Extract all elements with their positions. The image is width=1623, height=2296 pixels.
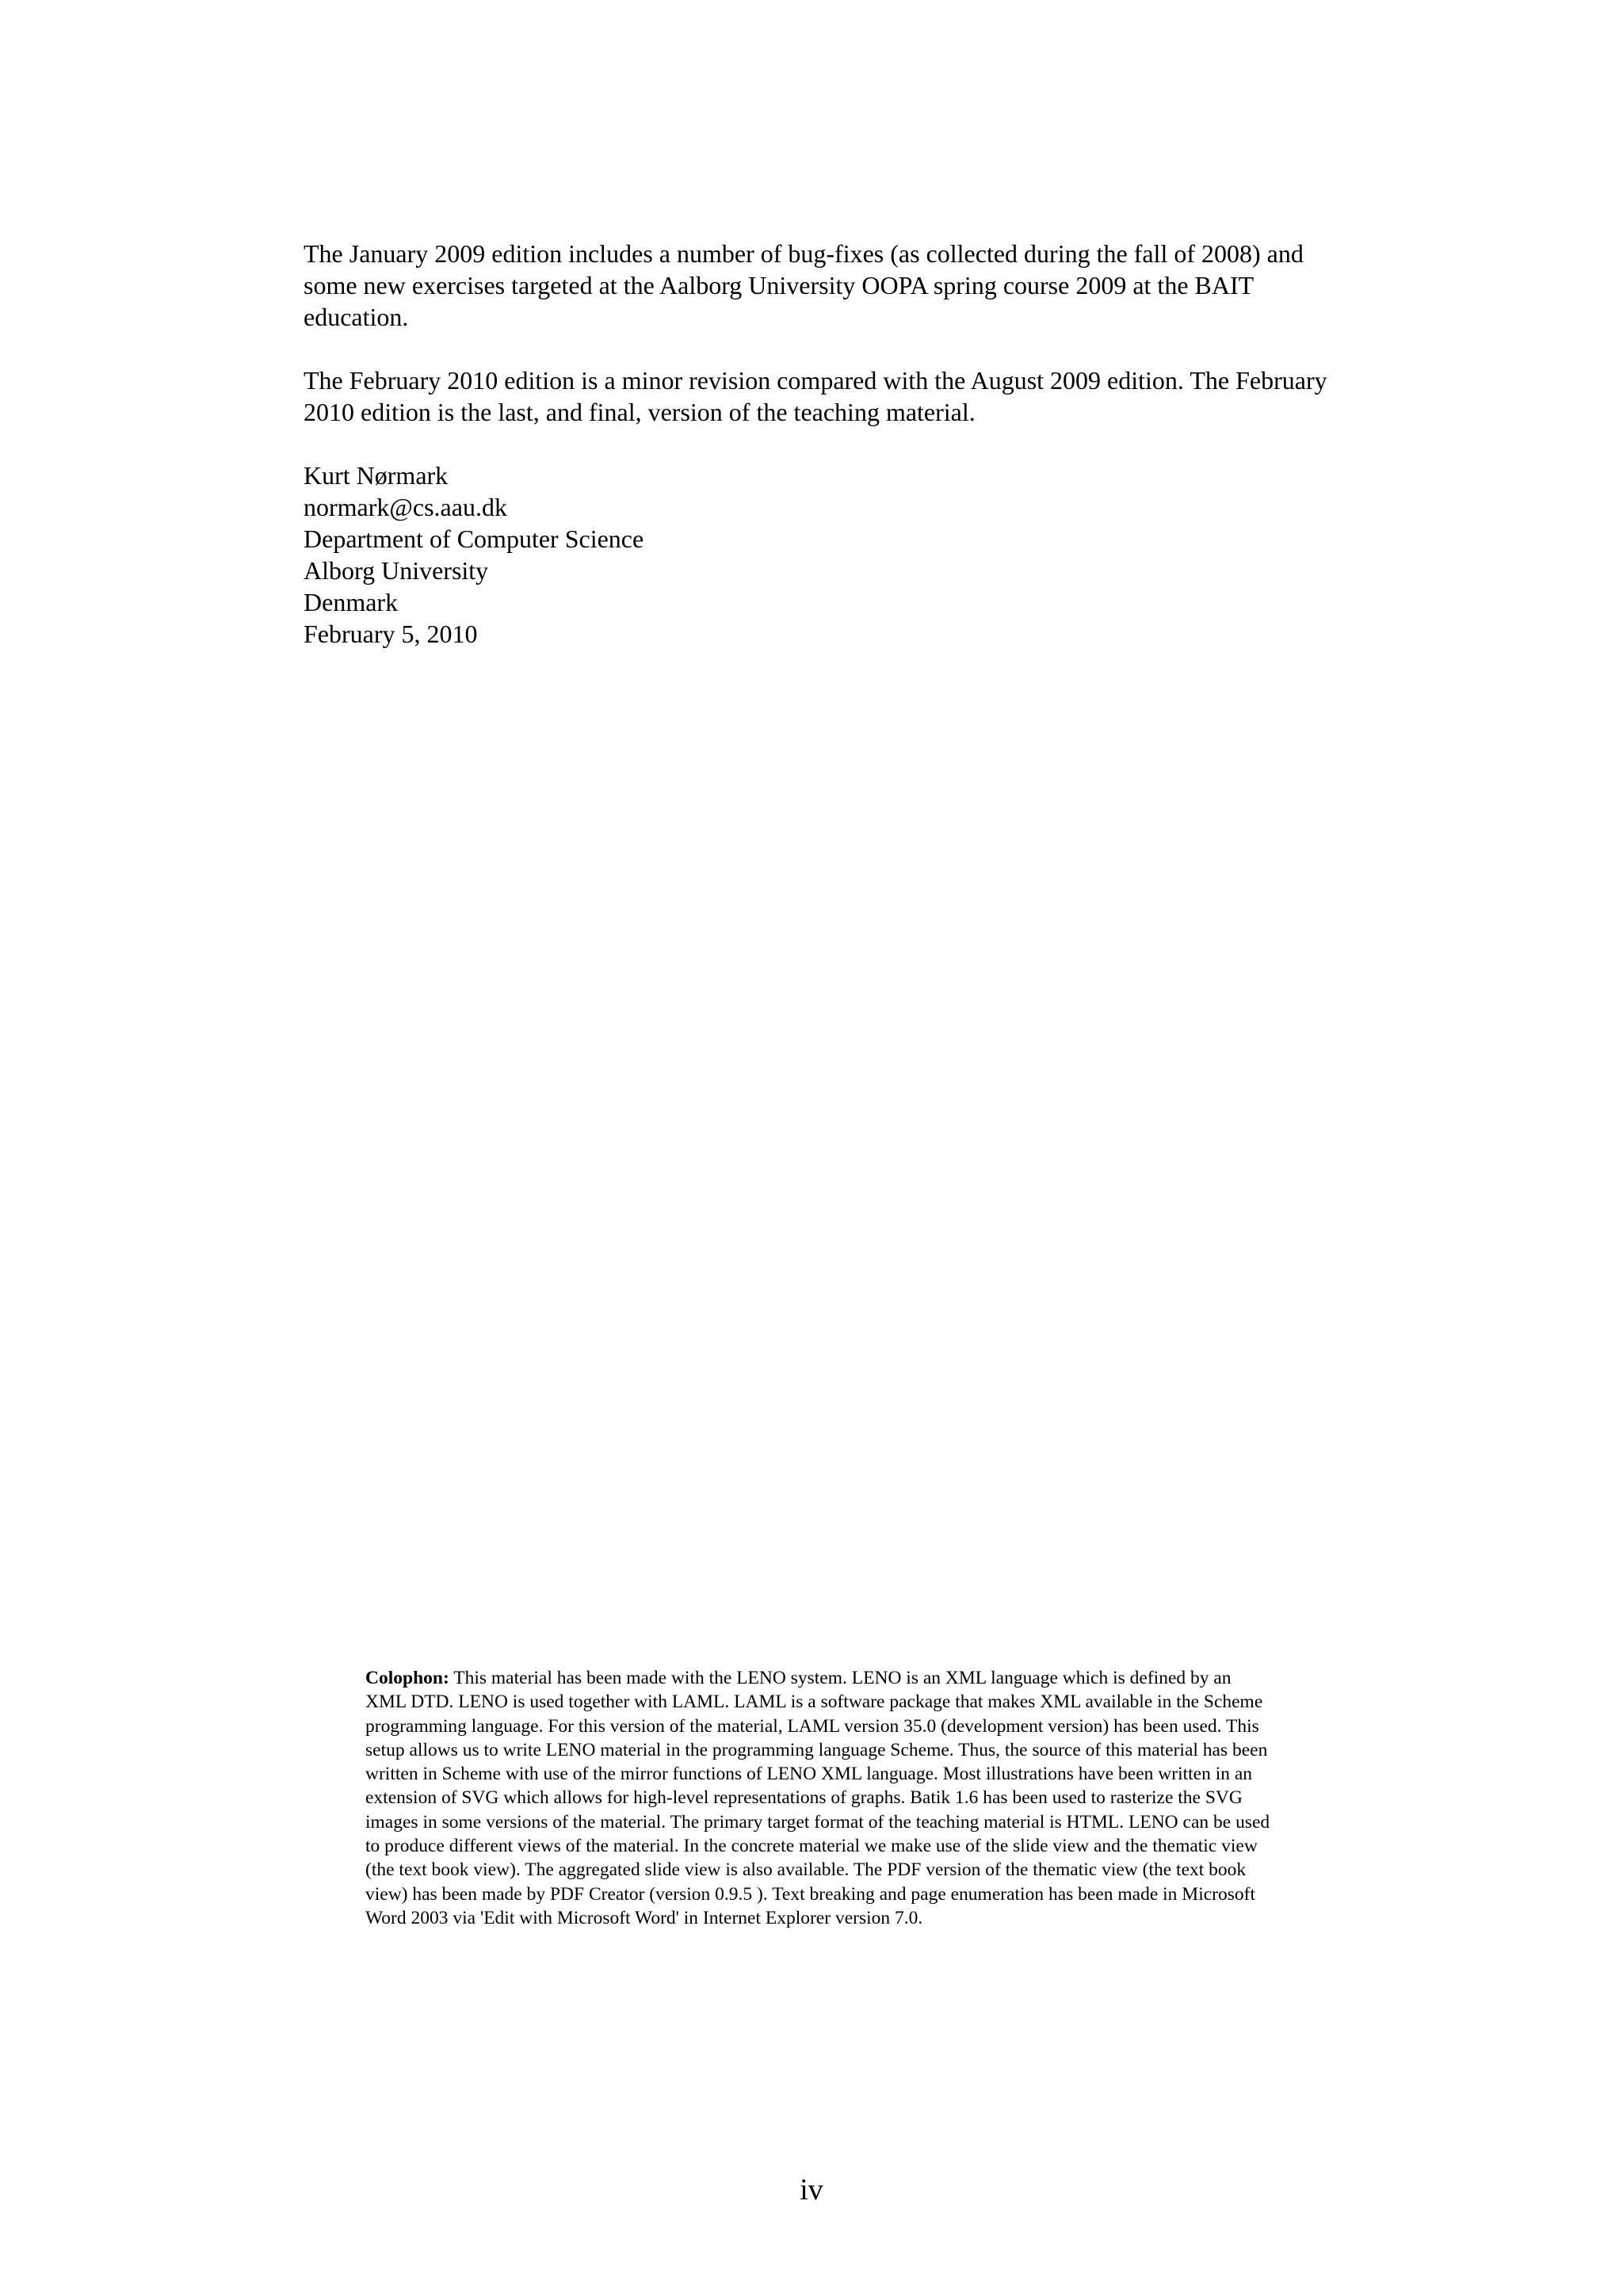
author-name: Kurt Nørmark xyxy=(304,461,449,490)
colophon-paragraph xyxy=(365,1666,1274,1930)
author-signature-block xyxy=(304,460,1334,650)
author-department: Department of Computer Science xyxy=(304,524,644,553)
edition-paragraph-january-2009: The January 2009 edition includes a number of bug-fixes (as collected during the fall of 2008) and some new exercises targeted at the Aalborg University OOPA spring course 2009 at the BAIT education. xyxy=(304,239,1304,331)
author-email: normark@cs.aau.dk xyxy=(304,493,507,521)
edition-paragraph-february-2010: The February 2010 edition is a minor revision compared with the August 2009 edition. The February 2010 edition is the last, and final, version of the teaching material. xyxy=(304,366,1327,426)
colophon-label: Colophon: xyxy=(365,1668,449,1688)
author-university: Alborg University xyxy=(304,556,489,585)
edition-notes xyxy=(304,238,1334,650)
page-number: iv xyxy=(800,2173,823,2206)
colophon-text: This material has been made with the LENO system. LENO is an XML language which is defined by an XML DTD. LENO is used together with LAML. LAML is a software package that makes XML available in the Scheme programming language. For this version of the material, LAML version 35.0 (development version) has been used. This setup allows us to write LENO material in the programming language Scheme. Thus, the source of this material has been written in Scheme with use of the mirror functions of LENO XML language. Most illustrations have been written in an extension of SVG which allows for high-level representations of graphs. Batik 1.6 has been used to rasterize the SVG images in some versions of the material. The primary target format of the teaching material is HTML. LENO can be used to produce different views of the material. In the concrete material we make use of the slide view and the thematic view (the text book view). The aggregated slide view is also available. The PDF version of the thematic view (the text book view) has been made by PDF Creator (version 0.9.5 ). Text breaking and page enumeration has been made in Microsoft Word 2003 via 'Edit with Microsoft Word' in Internet Explorer version 7.0. xyxy=(365,1668,1270,1928)
author-country: Denmark xyxy=(304,588,399,616)
signature-date: February 5, 2010 xyxy=(304,620,478,648)
